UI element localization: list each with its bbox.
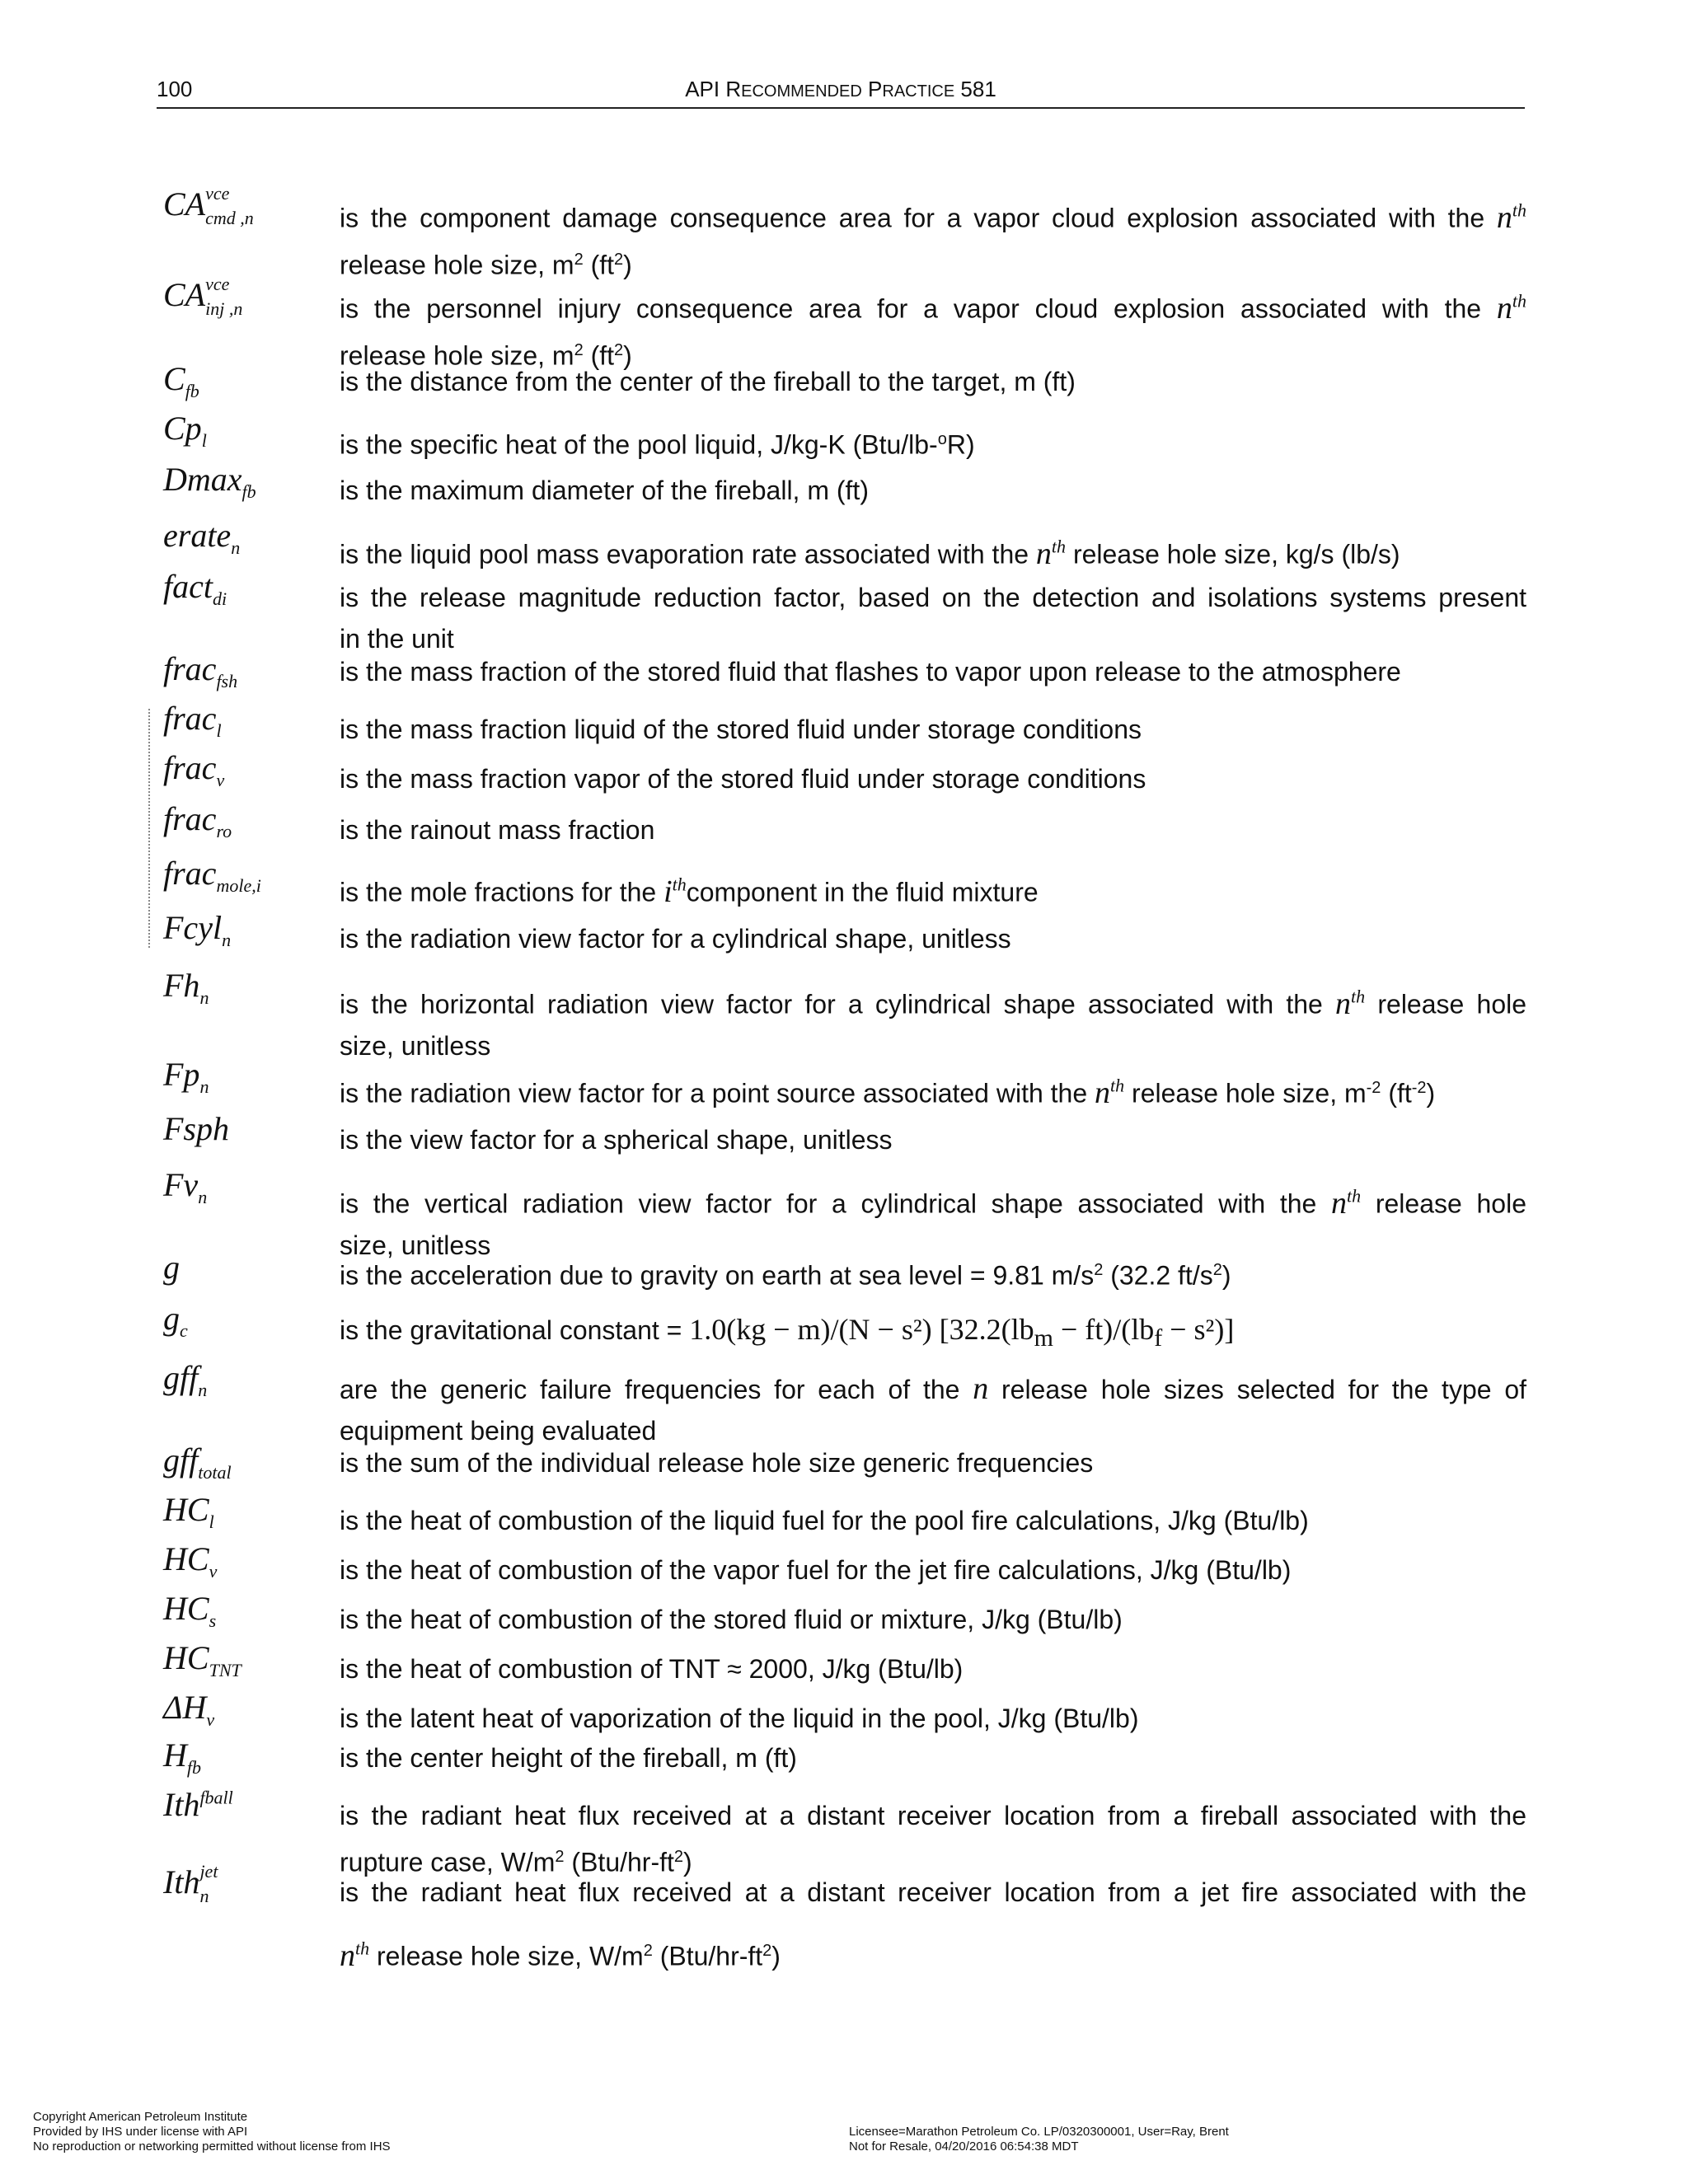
definition-text: is the release magnitude reduction factor, based on the detection and isolations systems present in the unit bbox=[340, 583, 1526, 654]
symbol: CA vce inj ,n bbox=[163, 273, 243, 319]
definition-text: is the heat of combustion of the liquid fuel for the pool fire calculations, J/kg (Btu/lb) bbox=[340, 1506, 1309, 1535]
symbol: frac$_{mole,i}$ bbox=[163, 855, 261, 896]
symbol: Fsph bbox=[163, 1110, 229, 1147]
definition-text: is the view factor for a spherical shape, unitless bbox=[340, 1125, 893, 1155]
symbol: $g_c$ bbox=[163, 1300, 188, 1341]
symbol: $Fh_n$ bbox=[163, 967, 209, 1008]
symbol: $HC_s$ bbox=[163, 1590, 217, 1631]
definition-text: is the heat of combustion of the vapor fuel for the jet fire calculations, J/kg (Btu/lb) bbox=[340, 1555, 1292, 1585]
header-rule bbox=[157, 107, 1525, 109]
symbol: $\Delta H_v$ bbox=[163, 1689, 215, 1730]
symbol: $HC_l$ bbox=[163, 1491, 214, 1532]
symbol: frac$_v$ bbox=[163, 749, 225, 790]
definition-text: is the center height of the fireball, m (ft) bbox=[340, 1743, 797, 1773]
definition-text: is the gravitational constant = 1.0(kg − m)/(N − s²) $[32.2(lb_m - ft)/(lb_f - s^2)]$ bbox=[340, 1313, 1235, 1352]
definition-text: is the heat of combustion of TNT ≈ 2000, J/kg (Btu/lb) bbox=[340, 1654, 964, 1684]
definition-text: is the liquid pool mass evaporation rate associated with the $n^{th}$ release hole size, kg/s (lb/s) bbox=[340, 536, 1400, 571]
symbol: $HC_v$ bbox=[163, 1540, 218, 1582]
symbol: $HC_{TNT}$ bbox=[163, 1639, 241, 1680]
definition-text: is the heat of combustion of the stored fluid or mixture, J/kg (Btu/lb) bbox=[340, 1605, 1123, 1634]
symbol: $H_{fb}$ bbox=[163, 1736, 202, 1778]
symbol: gff$_{total}$ bbox=[163, 1441, 232, 1483]
definition-text: is the sum of the individual release hole size generic frequencies bbox=[340, 1448, 1094, 1478]
margin-change-marks bbox=[148, 709, 153, 948]
symbol: $Cp_l$ bbox=[163, 410, 207, 451]
symbol: g bbox=[163, 1249, 180, 1286]
symbol: Ith jet n bbox=[163, 1860, 218, 1906]
definition-text: is the mass fraction of the stored fluid that flashes to vapor upon release to the atmosphere bbox=[340, 657, 1401, 687]
definition-text: is the mole fractions for the $i^{th}component$ in the fluid mixture bbox=[340, 874, 1039, 909]
definition-text: is the vertical radiation view factor for a cylindrical shape associated with the $n^{th}$ release hole size, unitless bbox=[340, 1185, 1527, 1260]
definition-text: is the latent heat of vaporization of the liquid in the pool, J/kg (Btu/lb) bbox=[340, 1704, 1139, 1733]
definition-text: is the specific heat of the pool liquid, J/kg-K (Btu/lb-$^o$R) bbox=[340, 429, 975, 460]
definition-text: is the mass fraction vapor of the stored fluid under storage conditions bbox=[340, 764, 1146, 794]
symbol: $C_{fb}$ bbox=[163, 360, 199, 401]
definition-text: is the radiation view factor for a cylindrical shape, unitless bbox=[340, 924, 1011, 954]
definition-text: is the rainout mass fraction bbox=[340, 815, 655, 845]
footer-copyright: Copyright American Petroleum Institute Provided by IHS under license with API No reproduction or networking permitted without license from IHS bbox=[33, 2110, 391, 2154]
definition-text: is the distance from the center of the fireball to the target, m (ft) bbox=[340, 367, 1076, 396]
definition-text: is the radiation view factor for a point source associated with the $n^{th}$ release hole size, $m^{-2}$ $(ft^{-2})$ bbox=[340, 1075, 1436, 1110]
symbol: Dmax$_{fb}$ bbox=[163, 461, 256, 502]
symbol: fact$_{di}$ bbox=[163, 568, 227, 609]
definition-text: is the maximum diameter of the fireball, m (ft) bbox=[340, 476, 869, 505]
symbol: Ith$^{fball}$ bbox=[163, 1786, 233, 1823]
symbol: frac$_l$ bbox=[163, 700, 222, 741]
definition-text: is the acceleration due to gravity on earth at sea level = 9.81 $m/s^2$ (32.2 $ft/s^2$) bbox=[340, 1260, 1231, 1291]
definition-text: is the horizontal radiation view factor for a cylindrical shape associated with the $n^{th}$ release hole size, unitless bbox=[340, 986, 1527, 1061]
symbol: frac$_{ro}$ bbox=[163, 800, 232, 841]
page-number: 100 bbox=[157, 77, 193, 101]
definition-text: is the mass fraction liquid of the stored fluid under storage conditions bbox=[340, 715, 1142, 744]
definition-text: are the generic failure frequencies for each of the n release hole sizes selected for the type of equipment being evaluated bbox=[340, 1371, 1527, 1446]
symbol: $Fv_n$ bbox=[163, 1166, 208, 1207]
symbol: frac$_{fsh}$ bbox=[163, 650, 238, 691]
gc-formula: 1.0(kg − m)/(N − s²) $[32.2(lb_m - ft)/(lb_f - s^2)]$ bbox=[689, 1313, 1235, 1352]
definition-text: is the radiant heat flux received at a distant receiver location from a jet fire associated with the $n^{th}$ release hole size, $W/m^2$ $(Btu/hr-ft^2)$ bbox=[340, 1877, 1526, 1973]
definition-text: is the personnel injury consequence area for a vapor cloud explosion associated with the $n^{th}$ release hole size, $m^2$ $(ft^2)$ bbox=[340, 290, 1527, 371]
symbol: gff$_n$ bbox=[163, 1359, 208, 1400]
definition-text: is the radiant heat flux received at a distant receiver location from a fireball associated with the rupture case, $W/m^2$ $(Btu/hr-ft^2)$ bbox=[340, 1801, 1526, 1877]
footer-license: Licensee=Marathon Petroleum Co. LP/0320300001, User=Ray, Brent Not for Resale, 04/20/2016 06:54:38 MDT bbox=[849, 2125, 1229, 2154]
symbol: CA vce cmd ,n bbox=[163, 182, 254, 228]
symbol: Fcyl$_n$ bbox=[163, 909, 232, 950]
symbol: erate$_n$ bbox=[163, 517, 241, 558]
definition-text: is the component damage consequence area for a vapor cloud explosion associated with the $n^{th}$ release hole size, $m^2$ $(ft^2)$ bbox=[340, 199, 1527, 280]
symbol: $Fp_n$ bbox=[163, 1056, 209, 1097]
running-title: API RECOMMENDED PRACTICE 581 bbox=[685, 77, 996, 101]
page-header bbox=[157, 77, 1525, 108]
